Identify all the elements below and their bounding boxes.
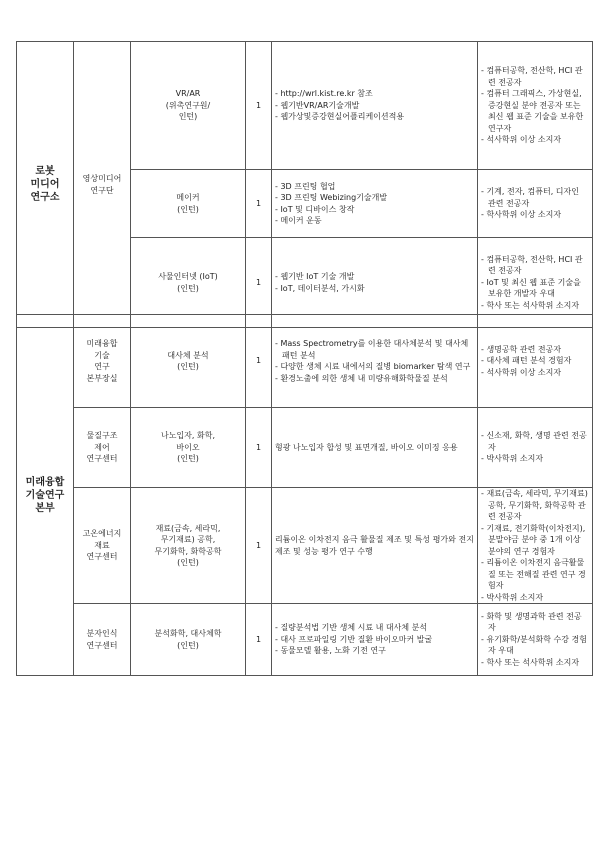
qual-item: - 신소재, 화학, 생명 관련 전공자	[481, 430, 589, 453]
qual-item: - 재료(금속, 세라믹, 무기재료) 공학, 무기화학, 화학공학 관련 전공자	[481, 488, 589, 523]
duties-cell	[272, 315, 478, 408]
duty-item: - 웹기반VR/AR기술개발	[275, 100, 474, 112]
qual-item: - 석사학위 이상 소지자	[481, 367, 589, 379]
division-cell: 미래융합 기술연구 본부	[17, 315, 74, 676]
center-cell: 물질구조 제어 연구센터	[74, 408, 131, 488]
count-cell: 1	[246, 604, 272, 676]
duties-cell: 리튬이온 이차전지 음극 활물질 제조 및 특성 평가와 전지 제조 및 성능 평가 연구 수행	[272, 488, 478, 604]
field-cell: 나노입자, 화학, 바이오 (인턴)	[131, 408, 246, 488]
qual-item: - 기계, 전자, 컴퓨터, 디자인 관련 전공자	[481, 186, 589, 209]
qual-item: - 석사학위 이상 소지자	[481, 134, 589, 146]
qual-item: - 유기화학/분석화학 수강 경험자 우대	[481, 634, 589, 657]
field-cell: VR/AR (위촉연구원/ 인턴)	[131, 42, 246, 170]
count-cell: 1	[246, 315, 272, 408]
duty-item: - 다양한 생체 시료 내에서의 질병 biomarker 탐색 연구	[275, 361, 474, 373]
qual-item: - 리튬이온 이차전지 음극활물질 또는 전해질 관련 연구 경험자	[481, 557, 589, 592]
duty-item: - 3D 프린팅 Webizing기술개발	[275, 192, 474, 204]
table-row	[17, 42, 593, 170]
quals-cell	[478, 408, 593, 488]
qual-item: - 박사학위 소지자	[481, 453, 589, 465]
count-cell: 1	[246, 170, 272, 238]
duty-item: - http://wrl.kist.re.kr 참조	[275, 88, 474, 100]
center-cell: 영상미디어 연구단	[74, 42, 131, 328]
qual-item: - 컴퓨터 그래픽스, 가상현실, 증강현실 분야 전공자 또는 최신 웹 표준 기술을 보유한 연구자	[481, 88, 589, 134]
quals-cell	[478, 42, 593, 170]
qual-item: - 컴퓨터공학, 전산학, HCI 관련 전공자	[481, 65, 589, 88]
qual-item: - 박사학위 소지자	[481, 592, 589, 604]
quals-cell	[478, 170, 593, 238]
center-cell: 고온에너지 재료 연구센터	[74, 488, 131, 604]
table-row	[17, 408, 593, 488]
center-cell: 미래융합 기술 연구 본부장실	[74, 315, 131, 408]
count-cell: 1	[246, 408, 272, 488]
qual-item: - 컴퓨터공학, 전산학, HCI 관련 전공자	[481, 254, 589, 277]
qual-item: - 대사체 패턴 분석 경험자	[481, 355, 589, 367]
duties-cell	[272, 170, 478, 238]
duties-cell: 형광 나노입자 합성 및 표면개질, 바이오 이미징 응용	[272, 408, 478, 488]
field-cell: 분석화학, 대사체학 (인턴)	[131, 604, 246, 676]
field-cell: 사물인터넷 (IoT) (인턴)	[131, 238, 246, 328]
qual-item: - 생명공학 관련 전공자	[481, 344, 589, 356]
center-cell: 분자인식 연구센터	[74, 604, 131, 676]
duty-item: - 동물모델 활용, 노화 기전 연구	[275, 645, 474, 657]
duty-item: - IoT, 데이터분석, 가시화	[275, 283, 474, 295]
qual-item: - 학사 또는 석사학위 소지자	[481, 657, 589, 669]
qual-item: - 기재료, 전기화학(이차전지), 분말야금 분야 중 1개 이상 분야의 연구 경험자	[481, 523, 589, 558]
recruit-table-future-convergence	[16, 314, 593, 676]
recruit-table-robot-media	[16, 41, 593, 328]
qual-item: - IoT 및 최신 웹 표준 기술을 보유한 개발자 우대	[481, 277, 589, 300]
field-cell: 재료(금속, 세라믹, 무기재료) 공학, 무기화학, 화학공학 (인턴)	[131, 488, 246, 604]
quals-cell	[478, 488, 593, 604]
count-cell: 1	[246, 238, 272, 328]
quals-cell	[478, 604, 593, 676]
duty-item: - IoT 및 디바이스 창작	[275, 204, 474, 216]
duty-item: - 환경노출에 의한 생체 내 미량유해화학물질 분석	[275, 373, 474, 385]
field-cell: 메이커 (인턴)	[131, 170, 246, 238]
table-row	[17, 315, 593, 408]
qual-item: - 학사학위 이상 소지자	[481, 209, 589, 221]
duty-item: - 웹기반 IoT 기술 개발	[275, 271, 474, 283]
duties-cell	[272, 604, 478, 676]
table-row	[17, 488, 593, 604]
division-cell: 로봇 미디어 연구소	[17, 42, 74, 328]
qual-item: - 화학 및 생명과학 관련 전공자	[481, 611, 589, 634]
duty-item: - Mass Spectrometry를 이용한 대사체분석 및 대사체 패턴 분석	[275, 338, 474, 361]
duty-item: - 질량분석법 기반 생체 시료 내 대사체 분석	[275, 622, 474, 634]
qual-item: - 학사 또는 석사학위 소지자	[481, 300, 589, 312]
duty-item: - 웹가상및증강현실어플리케이션적용	[275, 111, 474, 123]
count-cell: 1	[246, 42, 272, 170]
duty-item: - 대사 프로파일링 기반 질환 바이오마커 발굴	[275, 634, 474, 646]
quals-cell	[478, 315, 593, 408]
duty-item: - 메이커 운동	[275, 215, 474, 227]
table-row	[17, 604, 593, 676]
duties-cell	[272, 42, 478, 170]
count-cell: 1	[246, 488, 272, 604]
field-cell: 대사체 분석 (인턴)	[131, 315, 246, 408]
duty-item: - 3D 프린팅 협업	[275, 181, 474, 193]
